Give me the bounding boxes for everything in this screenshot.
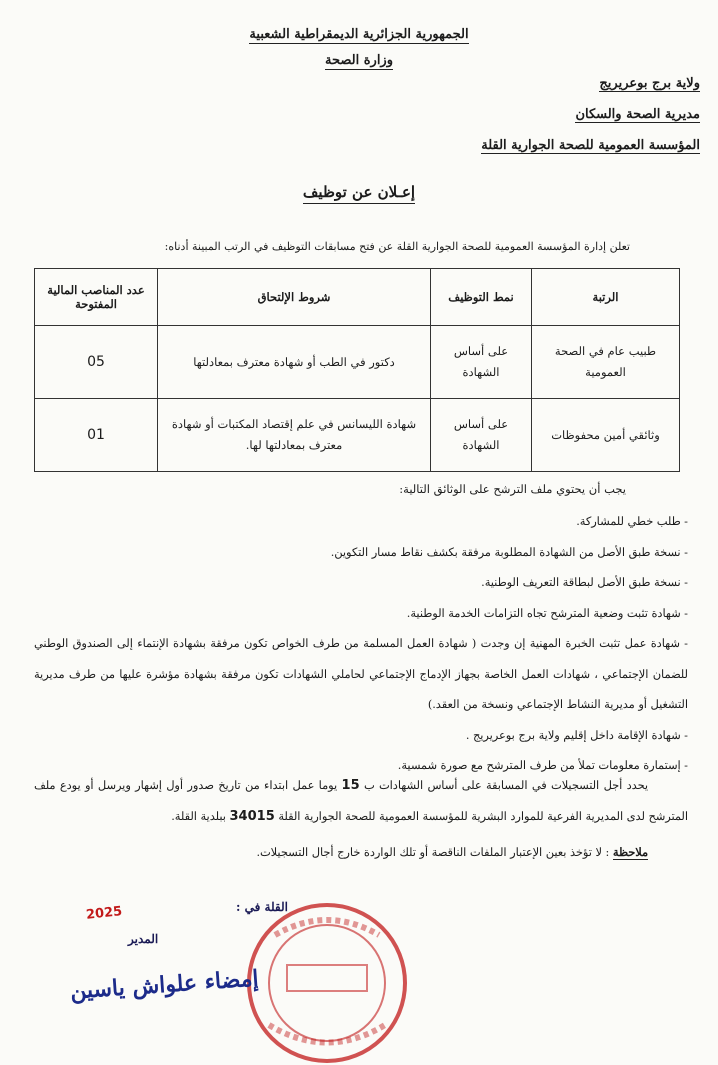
list-item: - شهادة الإقامة داخل إقليم ولاية برج بوعريريج . [465,728,688,742]
national-header [0,22,718,74]
list-item: - إستمارة معلومات تملأ من طرف المترشح مع صورة شمسية. [397,759,688,772]
list-item: - طلب خطي للمشاركة. [576,515,688,528]
documents-intro: يجب أن يحتوي ملف الترشح على الوثائق التالية: [399,482,626,496]
note-label: ملاحظة [612,845,648,859]
row-conditions: شهادة الليسانس في علم إقتصاد المكتبات أو شهادة معترف بمعادلتها لها. [158,399,431,472]
header-conditions: شروط الإلتحاق [158,269,431,326]
date-stamp: 2025 [85,904,123,923]
list-item: - شهادة عمل تثبت الخبرة المهنية إن وجدت ( شهادة العمل المسلمة من طرف الخواص تكون مرفقة بشهادة الإنتماء إلى الصندوق الوطني للضمان الإجتماعي ، شهادات العمل الخاصة بجهاز الإدماج الإجتماعي لحاملي الشهادات تكون مرفقة بشهادة مؤشرة عليها من طرف مديرية التشغيل أو مديرية النشاط الإجتماعي ونسخة من العقد.) [34,637,688,711]
row-rank: طبيب عام في الصحة العمومية [532,326,680,399]
note-text: : لا تؤخذ بعين الإعتبار الملفات الناقصة أو تلك الواردة خارج أجال التسجيلات. [256,846,610,859]
documents-list [34,507,688,782]
table-header-row [35,269,680,326]
republic-name: الجمهورية الجزائرية الديمقراطية الشعبية [249,27,469,42]
table-row [35,326,680,399]
row-conditions: دكتور في الطب أو شهادة معترف بمعادلتها [158,326,431,399]
signoff-block [60,880,360,1020]
directorate-name: مديرية الصحة والسكان [575,107,700,122]
deadline-text-middle: يوما عمل ابتداء من تاريخ صدور أول إشهار ويرسل أو يودع ملف المترشح لدى المديرية الفرعية للموارد البشرية للمؤسسة العمومية للصحة الجوارية القلة [34,779,688,823]
postal-code: 34015 [229,809,275,824]
list-item: - شهادة تثبت وضعية المترشح تجاه التزامات الخدمة الوطنية. [406,606,688,620]
deadline-paragraph [34,770,688,832]
note [256,845,648,859]
ministry-name: وزارة الصحة [325,53,393,68]
director-title: المدير [128,932,159,946]
table-row [35,399,680,472]
list-item: - نسخة طبق الأصل لبطاقة التعريف الوطنية. [481,576,688,589]
row-positions: 01 [35,399,158,472]
deadline-text-before: يحدد أجل التسجيلات في المسابقة على أساس الشهادات ب [364,779,649,792]
row-mode: على أساس الشهادة [431,399,532,472]
header-rank: الرتبة [532,269,680,326]
row-rank: وثائقي أمين محفوظات [532,399,680,472]
institution-name: المؤسسة العمومية للصحة الجوارية القلة [481,138,700,153]
jobs-table [34,268,680,472]
place-date: القلة في : [236,900,288,914]
header-mode: نمط التوظيف [431,269,532,326]
row-positions: 05 [35,326,158,399]
announcement-title: إعـلان عن توظيف [0,183,718,201]
list-item: - نسخة طبق الأصل من الشهادة المطلوبة مرفقة بكشف نقاط مسار التكوين. [330,545,688,559]
announcement-intro: تعلن إدارة المؤسسة العمومية للصحة الجوارية القلة عن فتح مسابقات التوظيف في الرتب المبينة أدناه: [164,240,630,253]
row-mode: على أساس الشهادة [431,326,532,399]
institution-header [481,68,700,161]
header-positions: عدد المناصب المالية المفتوحة [35,269,158,326]
deadline-days: 15 [341,778,360,793]
wilaya-name: ولاية برج بوعريريج [599,76,700,91]
deadline-text-after: ببلدية القلة. [171,810,226,823]
signature: إمضاء علواش ياسين [69,965,260,1005]
